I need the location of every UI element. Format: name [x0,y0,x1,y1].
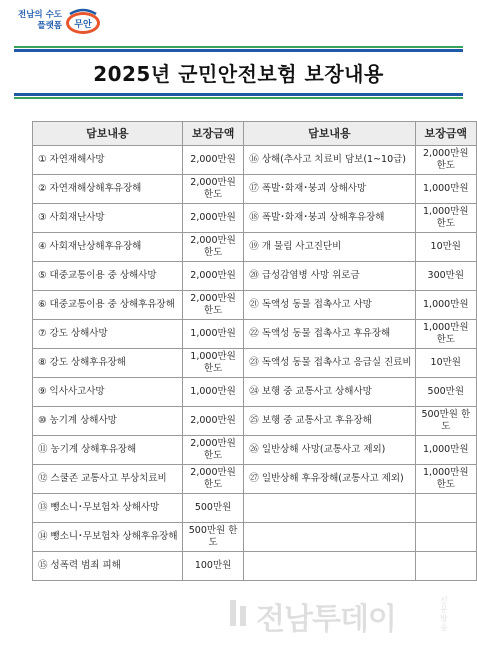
coverage-item-left: ③ 사회재난사망 [33,204,183,233]
watermark-sub: 신문방송 [440,596,448,632]
table-row [33,233,477,262]
table-header-row [33,122,477,146]
coverage-amount-left: 2,000만원 [182,262,243,291]
coverage-item-right: ㉕ 보행 중 교통사고 후유장해 [244,407,415,436]
coverage-amount-left: 2,000만원 한도 [182,233,243,262]
title-bottom-rule-green [14,97,463,99]
coverage-amount-right: 1,000만원 [415,291,476,320]
watermark-logo-icon [228,598,252,628]
coverage-amount-right: 500만원 한도 [415,407,476,436]
coverage-amount-left: 1,000만원 [182,378,243,407]
table-row [33,552,477,581]
coverage-table [32,121,477,581]
coverage-amount-left: 2,000만원 한도 [182,465,243,494]
coverage-item-left: ⑪ 농기계 상해후유장해 [33,436,183,465]
table-row [33,175,477,204]
coverage-item-right: ⑰ 폭발･화재･붕괴 상해사망 [244,175,415,204]
page-title: 2025년 군민안전보험 보장내용 [93,62,384,86]
header-amount-left: 보장금액 [182,122,243,146]
table-row [33,407,477,436]
title-top-rule-green [14,46,463,48]
coverage-item-left: ⑭ 뺑소니･무보험차 상해후유장해 [33,523,183,552]
coverage-item-right [244,523,415,552]
coverage-amount-right: 10만원 [415,349,476,378]
coverage-amount-right: 1,000만원 [415,436,476,465]
coverage-amount-left: 2,000만원 [182,204,243,233]
table-row [33,291,477,320]
coverage-item-left: ⑧ 강도 상해후유장해 [33,349,183,378]
coverage-item-left: ⑮ 성폭력 범죄 피해 [33,552,183,581]
coverage-item-right [244,494,415,523]
coverage-amount-right [415,523,476,552]
municipal-logo [10,6,120,40]
coverage-item-right: ⑱ 폭발･화재･붕괴 상해후유장해 [244,204,415,233]
coverage-item-left: ⑩ 농기계 상해사망 [33,407,183,436]
logo-slogan [10,10,62,32]
coverage-item-right: ㉔ 보행 중 교통사고 상해사망 [244,378,415,407]
coverage-item-left: ⑥ 대중교통이용 중 상해후유장해 [33,291,183,320]
newspaper-watermark [228,590,464,640]
coverage-item-left: ⑫ 스쿨존 교통사고 부상치료비 [33,465,183,494]
coverage-amount-left: 2,000만원 [182,146,243,175]
table-row [33,262,477,291]
table-row [33,204,477,233]
coverage-amount-right: 1,000만원 한도 [415,204,476,233]
coverage-item-right: ㉑ 독액성 동물 접촉사고 사망 [244,291,415,320]
coverage-amount-right [415,494,476,523]
coverage-amount-left: 2,000만원 한도 [182,175,243,204]
coverage-item-left: ⑨ 익사사고사망 [33,378,183,407]
table-row [33,436,477,465]
header-coverage-left: 담보내용 [33,122,183,146]
coverage-amount-left: 500만원 한도 [182,523,243,552]
coverage-amount-right: 1,000만원 한도 [415,320,476,349]
coverage-amount-left: 1,000만원 [182,320,243,349]
coverage-amount-right: 10만원 [415,233,476,262]
coverage-amount-right: 300만원 [415,262,476,291]
coverage-amount-right: 1,000만원 [415,175,476,204]
coverage-amount-right: 500만원 [415,378,476,407]
coverage-item-right: ⑯ 상해(추사고 치료비 담보(1~10급) [244,146,415,175]
coverage-item-right: ⑳ 급성감염병 사망 위로금 [244,262,415,291]
coverage-item-right [244,552,415,581]
coverage-amount-right [415,552,476,581]
coverage-amount-left: 2,000만원 한도 [182,436,243,465]
coverage-amount-left: 500만원 [182,494,243,523]
coverage-item-right: ㉖ 일반상해 사망(교통사고 제외) [244,436,415,465]
header-coverage-right: 담보내용 [244,122,415,146]
coverage-amount-left: 2,000만원 한도 [182,291,243,320]
coverage-amount-left: 1,000만원 한도 [182,349,243,378]
table-body [33,146,477,581]
table-row [33,320,477,349]
coverage-amount-left: 100만원 [182,552,243,581]
header-amount-right: 보장금액 [415,122,476,146]
coverage-item-right: ㉒ 독액성 동물 접촉사고 후유장해 [244,320,415,349]
muan-logo-icon [64,8,102,36]
coverage-item-left: ④ 사회재난상해후유장해 [33,233,183,262]
logo-slogan-line1: 전남의 수도 [17,10,62,20]
coverage-item-left: ② 자연재해상해후유장해 [33,175,183,204]
logo-mark-text: 무안 [74,20,92,30]
table-row [33,146,477,175]
table-row [33,349,477,378]
coverage-item-left: ⑤ 대중교통이용 중 상해사망 [33,262,183,291]
table-row [33,494,477,523]
coverage-item-right: ⑲ 개 물림 사고진단비 [244,233,415,262]
coverage-amount-left: 2,000만원 [182,407,243,436]
coverage-item-right: ㉗ 일반상해 후유장해(교통사고 제외) [244,465,415,494]
title-bottom-rule-blue [14,93,463,96]
coverage-amount-right: 1,000만원 한도 [415,465,476,494]
coverage-item-left: ⑬ 뺑소니･무보험차 상해사망 [33,494,183,523]
title-top-rule-blue [14,49,463,52]
coverage-amount-right: 2,000만원 한도 [415,146,476,175]
table-row [33,523,477,552]
table-row [33,465,477,494]
table-row [33,378,477,407]
coverage-item-left: ⑦ 강도 상해사망 [33,320,183,349]
logo-slogan-line2: 플랫폼 [37,21,62,31]
watermark-text: 전남투데이 [256,602,396,637]
coverage-item-left: ① 자연재해사망 [33,146,183,175]
coverage-item-right: ㉓ 독액성 동물 접촉사고 응급실 진료비 [244,349,415,378]
